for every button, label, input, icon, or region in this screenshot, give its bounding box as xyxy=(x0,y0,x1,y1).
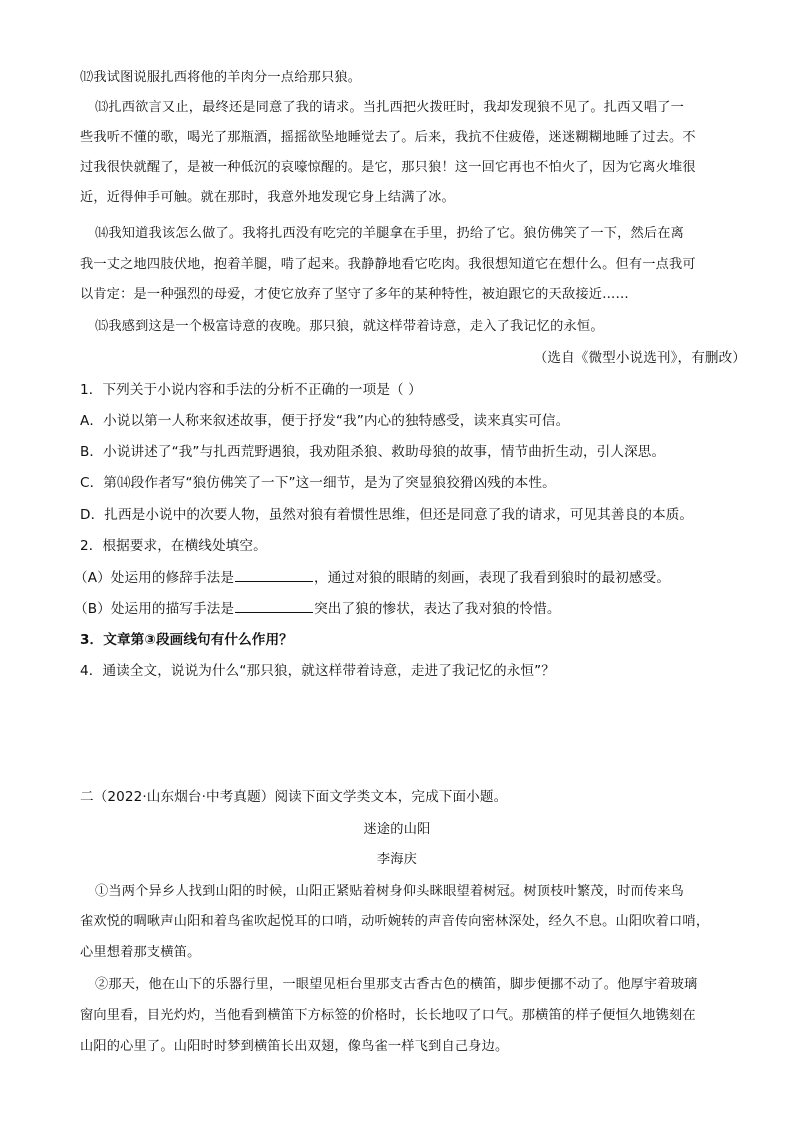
question-2-b-text-after: 突出了狼的惨状，表达了我对狼的怜惜。 xyxy=(314,601,561,617)
passage1-paragraph-14-line3: 以肯定：是一种强烈的母爱，才使它放弃了坚守了多年的某种特性，被迫跟它的天敌接近…… xyxy=(80,287,629,302)
question-3: 3．文章第③段画线句有什么作用？ xyxy=(80,632,293,648)
passage1-paragraph-15: ⒂我感到这是一个极富诗意的夜晚。那只狼，就这样带着诗意，走入了我记忆的永恒。 xyxy=(95,319,604,334)
question-2-item-a xyxy=(74,566,670,586)
passage1-paragraph-13-line1: ⒀扎西欲言又止，最终还是同意了我的请求。当扎西把火拨旺时，我却发现狼不见了。扎西又唱了一 xyxy=(95,100,685,115)
question-1-option-d: D．扎西是小说中的次要人物，虽然对狼有着惯性思维，但还是同意了我的请求，可见其善良的本质。 xyxy=(80,507,694,523)
question-2-a-text-after: ，通过对狼的眼睛的刻画，表现了我看到狼时的最初感受。 xyxy=(314,570,671,586)
story-paragraph-2-line2: 窗向里看，目光灼灼，当他看到横笛下方标签的价格时，长长地叹了口气。那横笛的样子便恒久地镌刻在 xyxy=(80,1008,696,1023)
question-2-b-text-before: （B）处运用的描写手法是 xyxy=(74,601,235,617)
question-2-a-text-before: （A）处运用的修辞手法是 xyxy=(74,570,235,586)
story-title: 迷途的山阳 xyxy=(363,822,431,837)
story-author: 李海庆 xyxy=(376,852,418,867)
passage1-paragraph-13-line4: 近，近得伸手可触。就在那时，我意外地发现它身上结满了冰。 xyxy=(80,190,455,205)
passage1-paragraph-13-line3: 过我很快就醒了，是被一种低沉的哀嚎惊醒的。是它，那只狼！这一回它再也不怕火了，因为它离火堆很 xyxy=(80,160,696,175)
passage1-paragraph-14-line2: 我一丈之地四肢伏地，抱着羊腿，啃了起来。我静静地看它吃肉。我很想知道它在想什么。但有一点我可 xyxy=(80,257,696,272)
section-2-header: 二（2022·山东烟台·中考真题）阅读下面文学类文本，完成下面小题。 xyxy=(80,789,508,805)
passage1-paragraph-12: ⑿我试图说服扎西将他的羊肉分一点给那只狼。 xyxy=(80,70,362,85)
question-2-item-b xyxy=(74,597,561,617)
question-1-stem: 1．下列关于小说内容和手法的分析不正确的一项是（ ） xyxy=(80,382,422,398)
story-paragraph-2-line3: 山阳的心里了。山阳时时梦到横笛长出双翅，像鸟雀一样飞到自己身边。 xyxy=(80,1039,509,1054)
passage1-source: （选自《微型小说选刊》，有删改） xyxy=(533,350,746,366)
story-paragraph-2-line1: ②那天，他在山下的乐器行里，一眼望见柜台里那支古香古色的横笛，脚步便挪不动了。他厚宇着玻璃 xyxy=(95,977,698,992)
answer-blank-a[interactable] xyxy=(235,569,313,582)
question-1-option-b: B．小说讲述了“我”与扎西荒野遇狼，我劝阻杀狼、救助母狼的故事，情节曲折生动，引人深思。 xyxy=(80,444,666,460)
question-4: 4．通读全文，说说为什么“那只狼，就这样带着诗意，走进了我记忆的永恒”？ xyxy=(80,663,555,679)
question-2-stem: 2．根据要求，在横线处填空。 xyxy=(80,538,267,554)
story-paragraph-1-line2: 雀欢悦的啁啾声山阳和着鸟雀吹起悦耳的口哨，动听婉转的声音传向密林深处，经久不息。山阳吹着口哨， xyxy=(80,914,710,929)
passage1-paragraph-14-line1: ⒁我知道我该怎么做了。我将扎西没有吃完的羊腿拿在手里，扔给了它。狼仿佛笑了一下，然后在离 xyxy=(95,226,685,241)
question-1-option-c: C．第⒁段作者写“狼仿佛笑了一下”这一细节，是为了突显狼狡猾凶残的本性。 xyxy=(80,475,556,491)
story-paragraph-1-line3: 心里想着那支横笛。 xyxy=(80,945,201,960)
passage1-paragraph-13-line2: 些我听不懂的歌，喝光了那瓶酒，摇摇欲坠地睡觉去了。后来，我抗不住疲倦，迷迷糊糊地睡了过去。不 xyxy=(80,130,696,145)
question-1-option-a: A．小说以第一人称来叙述故事，便于抒发“我”内心的独特感受，读来真实可信。 xyxy=(80,413,570,429)
story-paragraph-1-line1: ①当两个异乡人找到山阳的时候，山阳正紧贴着树身仰头眯眼望着树冠。树顶枝叶繁茂，时而传来鸟 xyxy=(95,884,685,899)
answer-blank-b[interactable] xyxy=(235,600,313,613)
